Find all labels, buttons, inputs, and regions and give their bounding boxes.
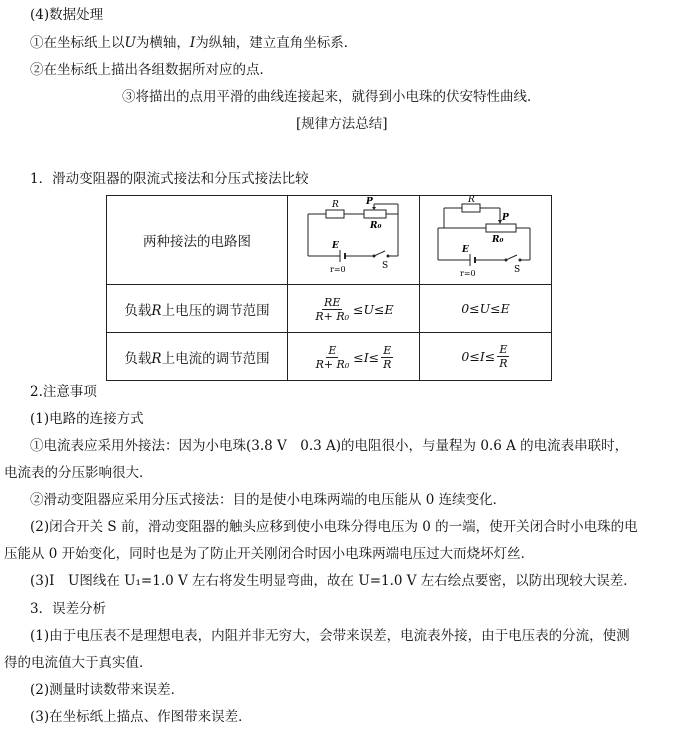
label-r0: r=0 bbox=[459, 269, 476, 278]
denominator: R+ R₀ bbox=[315, 310, 350, 323]
voltage-range-divider bbox=[420, 285, 552, 333]
part3-error1-line2: 得的电流值大于真实值． bbox=[4, 655, 153, 671]
comparison-table bbox=[106, 195, 552, 381]
row-label-voltage bbox=[107, 285, 288, 333]
label-text: 负载 bbox=[124, 302, 152, 319]
circuit-limiting bbox=[288, 196, 420, 285]
fraction bbox=[497, 343, 509, 370]
part1-heading: 1．滑动变阻器的限流式接法和分压式接法比较 bbox=[30, 171, 309, 187]
label-text: 负载 bbox=[124, 350, 152, 367]
part2-sub2-line1: (2)闭合开关 S 前，滑动变阻器的触头应移到使小电珠分得电压为 0 的一端，使开关闭合时小电珠的电 bbox=[30, 519, 638, 535]
label-R0: R₀ bbox=[369, 221, 381, 231]
fraction bbox=[313, 296, 351, 323]
part3-heading: 3．误差分析 bbox=[30, 601, 107, 617]
part2-sub3: (3)I U图线在 U₁=1.0 V 左右将发生明显弯曲，故在 U=1.0 V 左右绘点要密，以防出现较大误差． bbox=[30, 573, 637, 589]
denominator: R+ R₀ bbox=[315, 358, 350, 371]
step-3: ③将描出的点用平滑的曲线连接起来，就得到小电珠的伏安特性曲线． bbox=[122, 89, 541, 105]
part3-error2: (2)测量时读数带来误差． bbox=[30, 682, 185, 698]
var-R: R bbox=[151, 302, 162, 319]
part2-sub2-line2: 压能从 0 开始变化，同时也是为了防止开关刚闭合时因小电珠两端电压过大而烧坏灯丝． bbox=[4, 546, 535, 562]
part2-item1-line1: ①电流表应采用外接法：因为小电珠(3.8 V 0.3 A)的电阻很小，与量程为 0.6 A 的电流表串联时， bbox=[30, 438, 629, 454]
numerator: RE bbox=[324, 296, 341, 309]
step-1 bbox=[30, 34, 357, 52]
relation: ≤I≤ bbox=[353, 350, 380, 365]
summary-title: [规律方法总结] bbox=[296, 116, 388, 132]
label-text: 上电流的调节范围 bbox=[161, 350, 270, 367]
relation: ≤U≤E bbox=[353, 302, 394, 317]
voltage-range-limiting bbox=[288, 285, 420, 333]
label-R0: R₀ bbox=[491, 235, 503, 245]
label-R: R bbox=[331, 200, 339, 210]
relation: 0≤U≤E bbox=[461, 300, 510, 316]
label-P: P bbox=[501, 213, 509, 223]
relation: 0≤I≤ bbox=[461, 349, 496, 364]
label-S: S bbox=[381, 261, 388, 271]
label-text: 上电压的调节范围 bbox=[161, 302, 270, 319]
label-S: S bbox=[513, 265, 520, 275]
numerator: E bbox=[499, 343, 508, 356]
step-2: ②在坐标纸上描出各组数据所对应的点． bbox=[30, 62, 273, 78]
current-range-divider bbox=[420, 333, 552, 381]
label-E: E bbox=[331, 241, 339, 251]
section-heading-data-processing: (4)数据处理 bbox=[30, 7, 104, 23]
row-label-circuit: 两种接法的电路图 bbox=[107, 196, 288, 285]
part3-error3: (3)在坐标纸上描点、作图带来误差． bbox=[30, 709, 252, 725]
current-range-limiting bbox=[288, 333, 420, 381]
label-P: P bbox=[365, 197, 373, 207]
var-R: R bbox=[151, 350, 162, 367]
label-r0: r=0 bbox=[329, 265, 346, 274]
circuit-divider bbox=[420, 196, 552, 285]
part2-sub1: (1)电路的连接方式 bbox=[30, 411, 144, 427]
part3-error1-line1: (1)由于电压表不是理想电表，内阻并非无穷大，会带来误差，电流表外接，由于电压表的分流，使测 bbox=[30, 628, 630, 644]
numerator: E bbox=[383, 344, 392, 357]
limiting-circuit-diagram bbox=[290, 196, 418, 280]
var-U: U bbox=[124, 35, 136, 51]
denominator: R bbox=[499, 357, 508, 370]
part2-heading: 2.注意事项 bbox=[30, 384, 97, 400]
part2-item1-line2: 电流表的分压影响很大． bbox=[4, 465, 153, 481]
part2-item2: ②滑动变阻器应采用分压式接法：目的是使小电珠两端的电压能从 0 连续变化． bbox=[30, 492, 507, 508]
numerator: E bbox=[328, 344, 337, 357]
label-E: E bbox=[461, 245, 469, 255]
divider-circuit-diagram bbox=[422, 196, 550, 280]
denominator: R bbox=[383, 358, 392, 371]
step-1-text-b: 为横轴， bbox=[135, 35, 190, 51]
row-label-current bbox=[107, 333, 288, 381]
step-1-text-c: 为纵轴，建立直角坐标系． bbox=[195, 35, 358, 51]
fraction bbox=[381, 344, 393, 371]
var-I: I bbox=[189, 35, 196, 51]
step-1-text-a: ①在坐标纸上以 bbox=[30, 35, 125, 51]
label-R: R bbox=[467, 196, 475, 205]
fraction bbox=[314, 344, 352, 371]
